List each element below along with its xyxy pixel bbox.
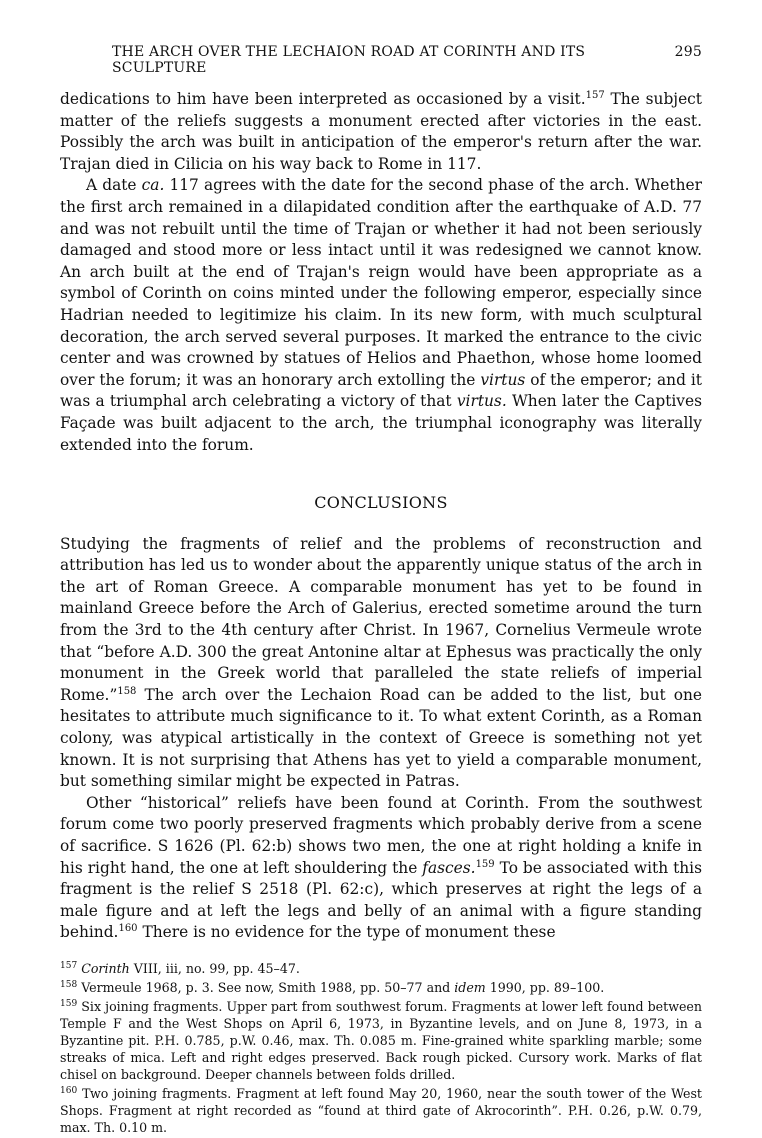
text-run: The arch over the Lechaion Road can be added to the list, but one hesitates to attribute much significance to it. To what extent Corinth, as a Roman colony, was atypical artistically in the context of Greece is something not yet known. It is not surprising that Athens has yet to yield a comparable monument, but something similar might be expected in Patras. xyxy=(60,685,702,791)
footnote-ref-160: 160 xyxy=(118,923,138,935)
footnote-number: 160 xyxy=(60,1085,78,1096)
italic-text: Corinth xyxy=(81,960,130,976)
text-run: of the emperor; and it was a triumphal arch celebrating a victory of that xyxy=(60,370,702,411)
running-title: THE ARCH OVER THE LECHAION ROAD AT CORINTH AND ITS SCULPTURE xyxy=(112,44,586,76)
footnote-number: 159 xyxy=(60,998,78,1009)
text-run: 117 agrees with the date for the second phase of the arch. Whether the first arch remained in a dilapidated condition after the earthquake of xyxy=(60,176,702,216)
italic-text: idem xyxy=(454,979,486,995)
text-run: Two joining fragments. Fragment at left found May 20, 1960, near the south tower of the West Shops. Fragment at right recorded as “found at third gate of Akrocorinth”. P.H. 0.26, p.W. 0.79, max. Th. 0.10 m. xyxy=(60,1085,702,1135)
paragraph-1 xyxy=(60,89,702,175)
text-run: 1990, pp. 89–100. xyxy=(485,979,605,995)
page xyxy=(60,44,702,1138)
text-run: Vermeule 1968, p. 3. See now, Smith 1988, pp. 50–77 and xyxy=(77,979,455,995)
text-run: Other “historical” reliefs have been found at Corinth. From the southwest forum come two poorly preserved fragments which probably derive from a scene of sacrifice. S 1626 (Pl. 62:b) shows two men, the one at right holding a knife in his right hand, the one at left shouldering the xyxy=(60,793,702,877)
paragraph-4 xyxy=(60,793,702,944)
paragraph-3 xyxy=(60,534,702,793)
text-run: 77 and was not rebuilt until the time of Trajan or whether it had not been seriously damaged and stood more or less intact until it was redesigned we cannot know. An arch built at the end of Trajan's reign would have been appropriate as a symbol of Corinth on coins minted under the following emperor, especially since Hadrian needed to legitimize his claim. In its new form, with much sculptural decoration, the arch served several purposes. It marked the entrance to the civic center and was crowned by statues of Helios and Phaethon, whose home loomed over the forum; it was an honorary arch extolling the xyxy=(60,197,702,389)
footnote-ref-159: 159 xyxy=(475,858,495,870)
page-number: 295 xyxy=(674,44,702,60)
footnote-158 xyxy=(60,979,702,996)
footnote-157 xyxy=(60,960,702,977)
footnote-ref-157: 157 xyxy=(585,89,605,101)
footnote-ref-158: 158 xyxy=(117,685,137,697)
text-run: 300 the great Antonine altar at Ephesus was practically the only monument in the Greek world that paralleled the state reliefs of imperial Rome.” xyxy=(60,642,703,704)
text-run: When later the Captives Façade was built adjacent to the arch, the triumphal iconography was literally extended into the forum. xyxy=(60,392,702,454)
italic-text: fasces. xyxy=(422,858,476,877)
section-heading: CONCLUSIONS xyxy=(314,493,448,513)
running-header xyxy=(60,44,702,76)
text-run: Studying the fragments of relief and the problems of reconstruction and attribution has led us to wonder about the apparently unique status of the arch in the art of Roman Greece. A comparable monument has yet to be found in mainland Greece before the Arch of Galerius, erected sometime around the turn from the 3rd to the 4th century after Christ. In 1967, Cornelius Vermeule wrote that “before xyxy=(60,534,702,661)
era-abbrev: A.D. xyxy=(644,197,677,216)
footnote-number: 157 xyxy=(60,960,78,971)
text-run: A date xyxy=(86,176,142,195)
text-run: There is no evidence for the type of monument these xyxy=(137,923,556,942)
footnote-number: 158 xyxy=(60,979,78,990)
text-run: dedications to him have been interpreted as occasioned by a visit. xyxy=(60,90,586,108)
italic-text: virtus xyxy=(480,370,526,389)
footnotes xyxy=(60,960,702,1136)
paragraph-2 xyxy=(60,175,702,456)
italic-text: ca. xyxy=(141,176,165,195)
footnote-160 xyxy=(60,1085,702,1136)
era-abbrev: A.D. xyxy=(159,642,193,661)
footnote-159 xyxy=(60,998,702,1083)
text-run: VIII, iii, no. 99, pp. 45–47. xyxy=(129,960,300,976)
italic-text: virtus. xyxy=(456,392,507,411)
text-run: Six joining fragments. Upper part from southwest forum. Fragments at lower left found between Temple F and the West Shops on April 6, 1973, in Byzantine levels, and on June 8, 1973, in a Byzantine pit. P.H. 0.785, p.W. 0.46, max. Th. 0.085 m. Fine-grained white sparkling marble; some streaks of mica. Left and right edges preserved. Back rough picked. Cursory work. Marks of flat chisel on background. Deeper channels between folds drilled. xyxy=(60,998,702,1082)
body-text xyxy=(60,89,702,944)
text-run: The subject matter of the reliefs suggests a monument erected after victories in the east. Possibly the arch was built in anticipation of the emperor's return after the war. Trajan died in Cilicia on his way back to Rome in 117. xyxy=(60,90,702,173)
text-run: To be associated with this fragment is the relief S 2518 (Pl. 62:c), which preserves at right the legs of a male figure and at left the legs and belly of an animal with a figure standing behind. xyxy=(60,858,702,942)
